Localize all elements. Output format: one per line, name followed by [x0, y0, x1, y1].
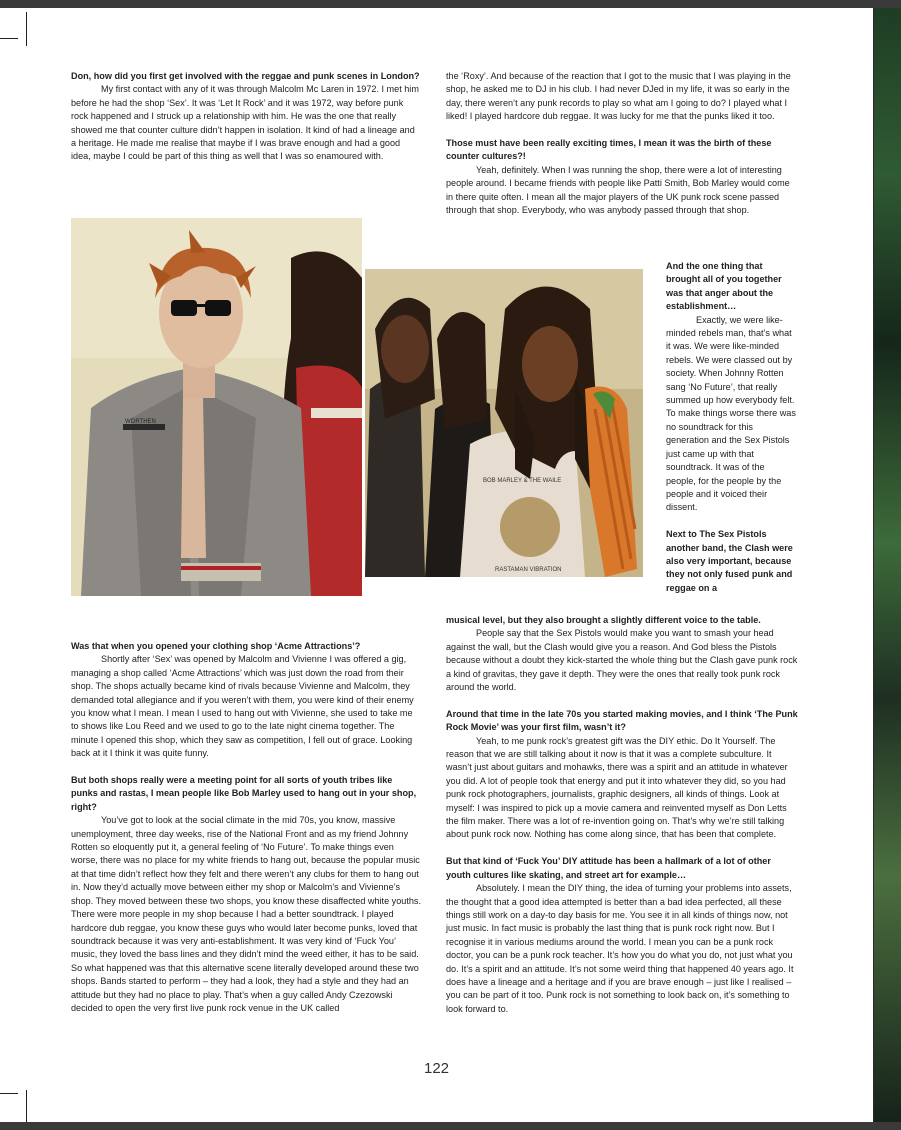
- crop-mark: [26, 12, 27, 46]
- continuation-text: musical level, but they also brought a slightly different voice to the table.: [446, 615, 761, 625]
- question: Around that time in the late 70s you started making movies, and I think ‘The Punk Rock Movie’ was your first film, wasn’t it?: [446, 708, 798, 733]
- crop-mark: [0, 38, 18, 39]
- crop-mark: [26, 1090, 27, 1124]
- left-column-bottom: [71, 640, 421, 1015]
- question: Was that when you opened your clothing shop ‘Acme Attractions’?: [71, 641, 361, 651]
- right-column-bottom: [446, 614, 798, 1030]
- answer: Absolutely. I mean the DIY thing, the idea of turning your problems into assets, the thought that a good idea attempted is better than a bad idea perfected, all these things still work on a day-to day basis for me. You see it in all kinds of things now, not just music. In fact music is probably the last thing that is punk rock right now. But I recognise it in various mediums around the world. I mean you can be a punk rock doctor, you can be a punk rock teacher. It’s how you do what you do, not just what you do. It’s a spirit and an attitude. It’s not some weird thing that happened 40 years ago. It does have a lineage and a heritage and if you are brave enough – just like I realised – you can be part of it too. Punk rock is not something to look back on, it’s something to look forward to.: [446, 883, 794, 1014]
- answer: Yeah, to me punk rock’s greatest gift was the DIY ethic. Do It Yourself. The reason that we are still talking about it now is that it was a complete subculture. It wasn’t just about guitars and mohawks, there was a spirit and an attitude in whatever you did. A lot of people took that energy and put it into whatever they did, so you had punk rock photographers, journalists, graphic designers, all kinds of things. Look at myself: I was inspired to pick up a movie camera and reinvented myself as Don Letts the film maker. There was a lot of re-invention going on. That’s why we’re still talking about punk rock now. Nothing has come along since, that has been that complete.: [446, 735, 788, 840]
- jacket-badge-text: WORTHEN: [125, 419, 156, 425]
- page-number: 122: [423, 1060, 450, 1077]
- question: But both shops really were a meeting point for all sorts of youth tribes like punks and rastas, I mean people like Bob Marley used to hang out in your shop, right?: [71, 775, 417, 812]
- answer: You’ve got to look at the social climate in the mid 70s, you know, massive unemployment, three day weeks, rise of the National Front and as my friend Johnny Rotten so eloquently put it, a general feeling of ‘No Future’. To make things even worse, there was no place for my white friends to hang out, because the popular music at that time didn’t reflect how they felt and there weren’t any clubs for them to hang out in. Now they’d actually move between either my shop or Malcolm’s and Vivienne’s shop. They moved between these two shops, you know these disaffected white youths. There were more people in my shop because I had a better soundtrack. I played hardcore dub reggae, you know these guys who would later become punks, loved that soundtrack because it was very anti-establishment. It was very kind of ‘Fuck You’ music, they loved the bass lines and they didn’t mind the weed either, it has to be said. So what happened was that this alternative scene literally developed around these two shops. Bands started to perform – they had a look, they had a style and they had an attitude but they had no place to play. That’s when a guy called Andy Czezowski decided to open the very first live punk rock venue in the UK called: [71, 815, 421, 1013]
- photo-punk-portrait: [71, 218, 362, 596]
- question: Those must have been really exciting times, I mean it was the birth of these counter cultures?!: [446, 138, 772, 162]
- next-page-bleed: [874, 8, 901, 1122]
- answer: Exactly, we were like-minded rebels man, that’s what it was. We were like-minded rebels. We were classed out by society. When Johnny Rotten sang ‘No Future’, that really summed up how everybody felt. To make things worse there was no soundtrack for this generation and the Sex Pistols just came up with that soundtrack. It was of the people, for the people by the people and it voiced their dissent.: [666, 314, 796, 513]
- right-column-top: [446, 70, 798, 231]
- shirt-text-bottom: RASTAMAN VIBRATION: [495, 567, 562, 573]
- photo-punk-portrait-image: [71, 218, 362, 596]
- answer: Shortly after ‘Sex’ was opened by Malcolm and Vivienne I was offered a gig, managing a shop called ‘Acme Attractions’ which was just down the road from their shop. The shops actually became kind of rivals because Vivienne and Malcolm, they demanded total allegiance and if you weren’t with them, you were kind of their enemy you know what I mean. I mean I used to hang out with Vivienne, she used to take me to shows like Lou Reed and we used to go to the late night cinema together. The minute I opened this shop, which they saw as competition, I fell out of grace. Looking back at it I think it was quite funny.: [71, 654, 414, 759]
- answer: Yeah, definitely. When I was running the shop, there were a lot of interesting people around. I became friends with people like Patti Smith, Bob Marley would come in there quite often. I mean all the major players of the UK punk rock scene passed through that shop. Everybody, who was anybody passed through that shop.: [446, 164, 790, 216]
- question: Next to The Sex Pistols another band, the Clash were also very important, because they not only fused punk and reggae on a: [666, 529, 793, 593]
- narrow-column: [666, 260, 796, 595]
- shirt-text-top: BOB MARLEY & THE WAILE: [483, 478, 562, 484]
- photo-reggae-portrait: [365, 269, 643, 577]
- answer: My first contact with any of it was through Malcolm Mc Laren in 1972. I met him before he had the shop ‘Sex’. It was ‘Let It Rock’ and it was 1972, way before punk rock happened and I struck up a relationship with him. He was the one that really showed me that counter culture didn’t happen in isolation. It kind of had a lineage and a heritage. He made me realise that maybe if I was brave enough and had a good idea, maybe I could be part of this thing as well that I was so enamoured with.: [71, 84, 419, 162]
- question: Don, how did you first get involved with the reggae and punk scenes in London?: [71, 71, 420, 81]
- question: And the one thing that brought all of you together was that anger about the establishment…: [666, 261, 782, 312]
- bottom-edge-bar: [0, 1122, 901, 1130]
- question: But that kind of ‘Fuck You’ DIY attitude has been a hallmark of a lot of other youth cultures like skating, and street art for example…: [446, 856, 771, 880]
- left-column-top: [71, 70, 421, 177]
- continuation-text: the ‘Roxy’. And because of the reaction that I got to the music that I was playing in the shop, he asked me to DJ in his club. I had never DJed in my life, it was so early in the day, there weren’t any punk records to play so what am I going to do? I played what I liked! I played hardcore dub reggae. It was lucky for me that the punks liked it too.: [446, 71, 791, 122]
- top-edge-bar: [0, 0, 901, 8]
- crop-mark: [0, 1093, 18, 1094]
- answer: People say that the Sex Pistols would make you want to smash your head against the wall, but the Clash would give you a reason. And God bless the Pistols because without a doubt they kick-started the whole thing but the Clash gave punk rock a kind of gravitas, they gave it depth. They were the ones that really took punk rock around the world.: [446, 628, 798, 693]
- photo-reggae-portrait-image: [365, 269, 643, 577]
